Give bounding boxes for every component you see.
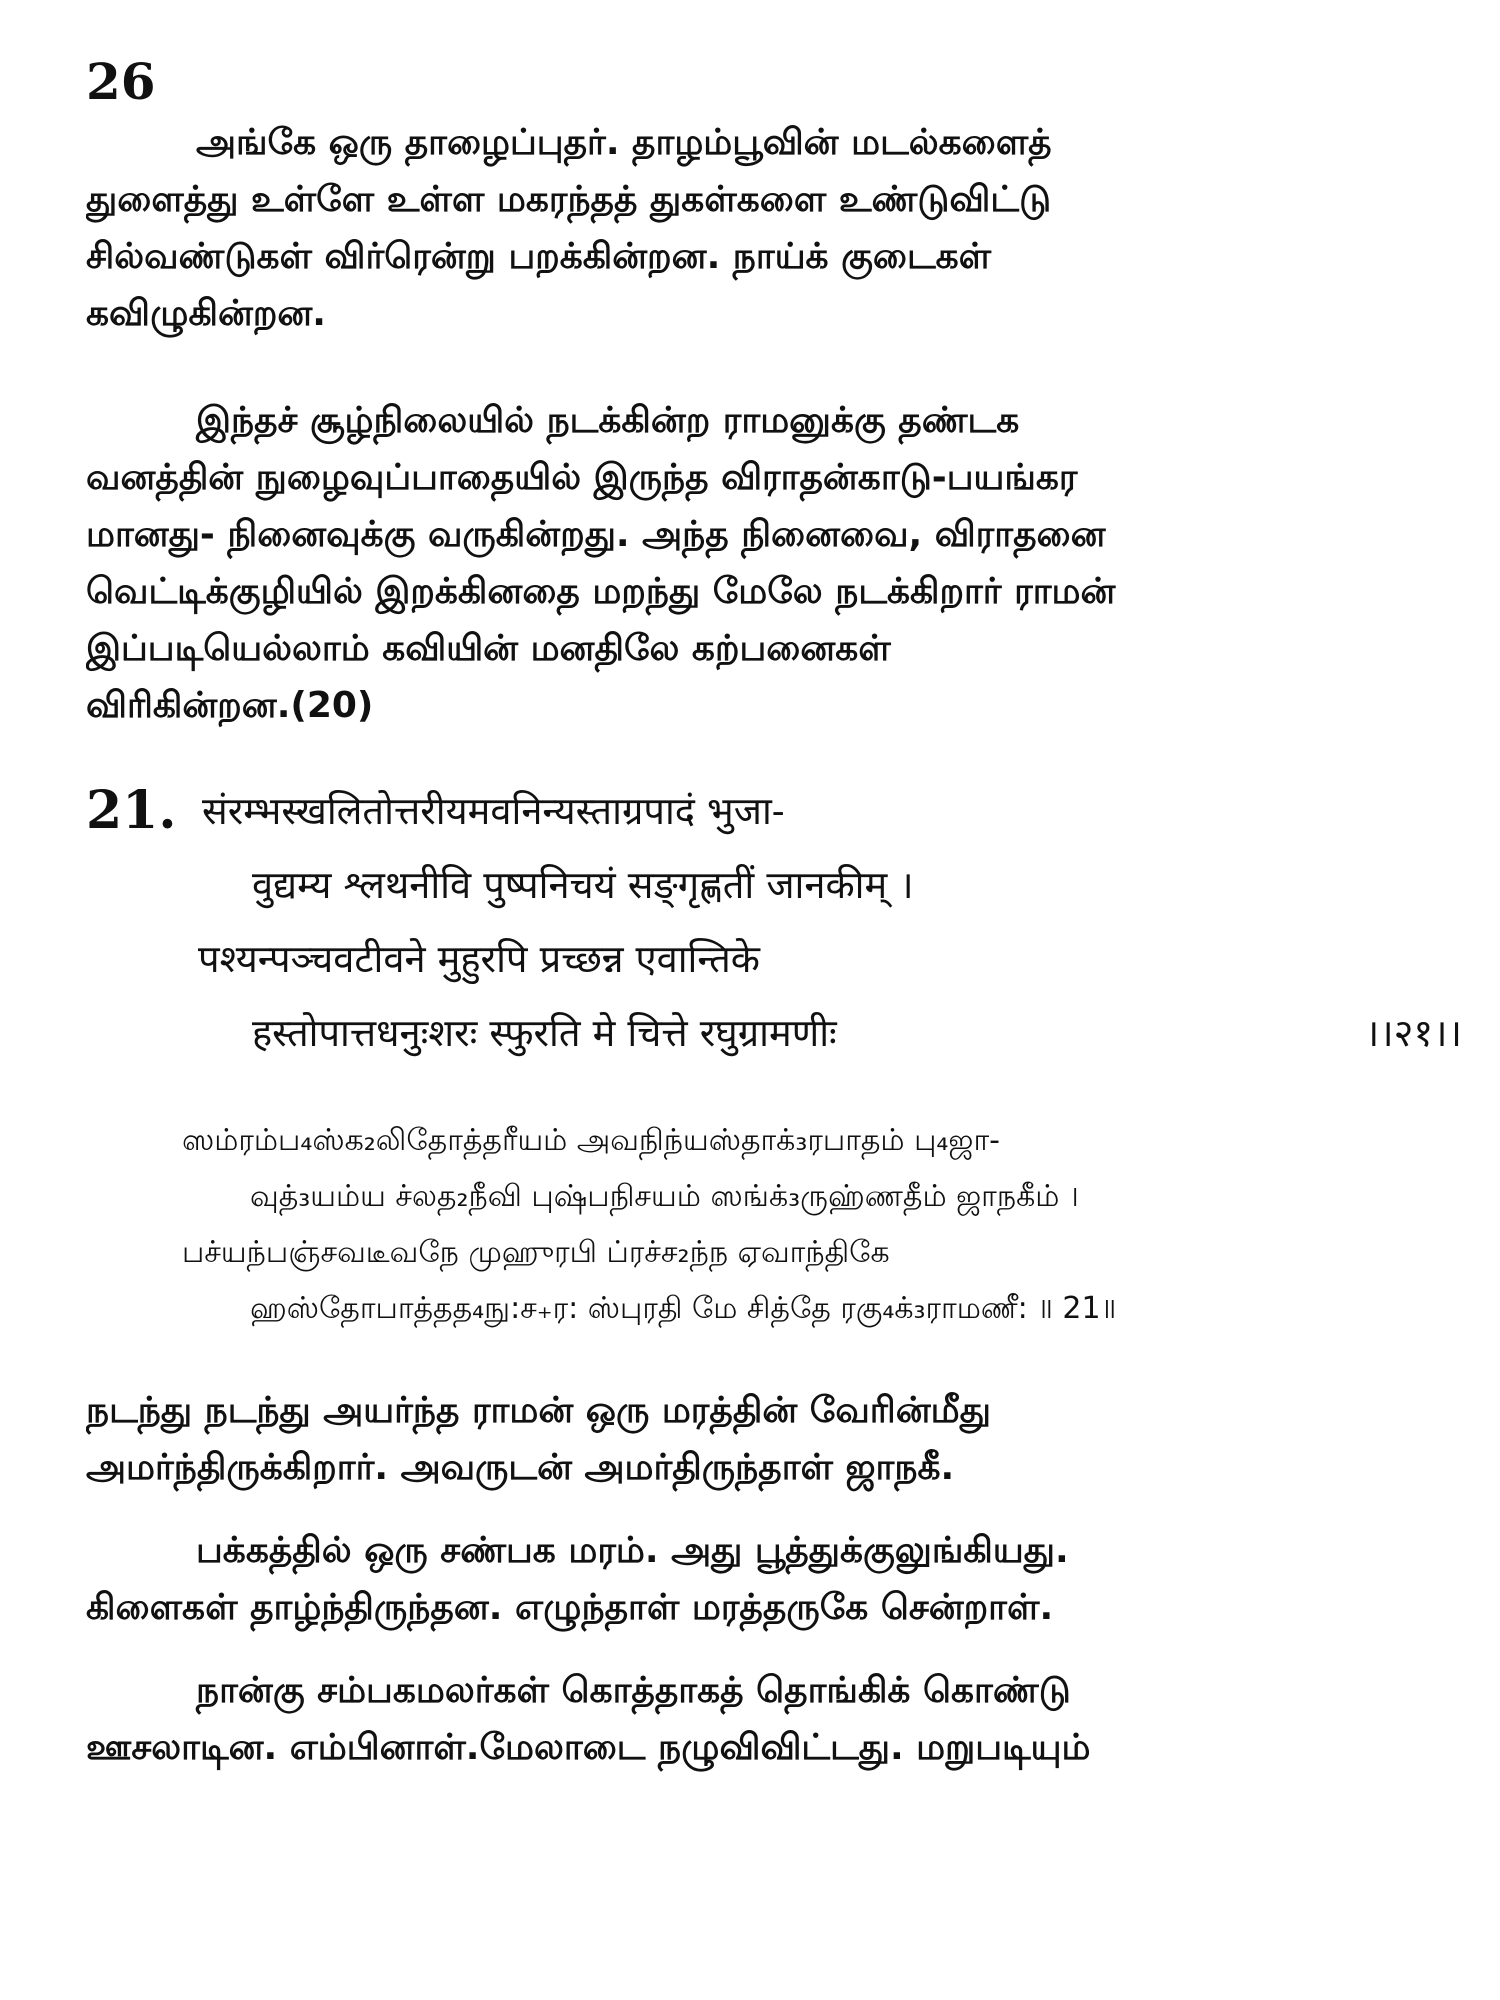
- text-line: வெட்டிக்குழியில் இறக்கினதை மறந்து மேலே நடக்கிறார் ராமன்: [86, 571, 1116, 612]
- tamil-transliteration: [86, 1116, 1482, 1348]
- text-line: நான்கு சம்பகமலர்கள் கொத்தாகத் தொங்கிக் கொண்டு: [196, 1670, 1071, 1711]
- transliteration-line: வுத்₃யம்ய ச்லத₂நீவி புஷ்பநிசயம் ஸங்க்₃ருஹ்ணதீம் ஜாநகீம் ।: [250, 1179, 1079, 1214]
- text-line: கிளைகள் தாழ்ந்திருந்தன. எழுந்தாள் மரத்தருகே சென்றாள்.: [86, 1587, 1054, 1628]
- paragraph-rama-rests: [86, 1382, 1482, 1496]
- text-line: கவிழுகின்றன.: [86, 293, 326, 334]
- text-line: விரிகின்றன.(20): [86, 685, 374, 726]
- text-line: வனத்தின் நுழைவுப்பாதையில் இருந்த விராதன்காடு-பயங்கர: [86, 457, 1078, 498]
- paragraph-champaka-tree: [86, 1522, 1482, 1636]
- verse-line: पश्यन्पञ्चवटीवने मुहुरपि प्रच्छन्न एवान्तिके: [198, 937, 760, 981]
- verse-line: संरम्भस्खलितोत्तरीयमवनिन्यस्ताग्रपादं भुजा-: [202, 789, 785, 833]
- paragraph-rama-memory: [86, 392, 1482, 734]
- sanskrit-verse: [86, 778, 1482, 1078]
- text-line: இந்தச் சூழ்நிலையில் நடக்கின்ற ராமனுக்கு தண்டக: [196, 400, 1020, 441]
- transliteration-line: பச்யந்பஞ்சவடீவநே முஹுரபி ப்ரச்ச₂ந்ந ஏவாந்திகே: [182, 1235, 890, 1270]
- transliteration-line: ஸம்ரம்ப₄ஸ்க₂லிதோத்தரீயம் அவநிந்யஸ்தாக்₃ரபாதம் பு₄ஜா-: [182, 1123, 1000, 1158]
- text-line: துளைத்து உள்ளே உள்ள மகரந்தத் துகள்களை உண்டுவிட்டு: [86, 179, 1052, 220]
- text-line: சில்வண்டுகள் விர்ரென்று பறக்கின்றன. நாய்க் குடைகள்: [86, 236, 992, 277]
- paragraph-thazhai-bush: [86, 114, 1482, 342]
- text-line: இப்படியெல்லாம் கவியின் மனதிலே கற்பனைகள்: [86, 628, 891, 669]
- verse-end-mark: ।।२१।।: [1364, 1011, 1462, 1055]
- page-number: 26: [86, 52, 156, 111]
- text-line: அமர்ந்திருக்கிறார். அவருடன் அமர்திருந்தாள் ஜாநகீ.: [86, 1447, 955, 1488]
- verse-line: वुद्यम्य श्लथनीवि पुष्पनिचयं सङ्गृह्णतीं जानकीम् ।: [252, 863, 914, 907]
- text-line: மானது- நினைவுக்கு வருகின்றது. அந்த நினைவை, விராதனை: [86, 514, 1106, 555]
- paragraph-flowers: [86, 1662, 1482, 1776]
- verse-number: 21.: [86, 780, 177, 841]
- text-line: ஊசலாடின. எம்பினாள்.மேலாடை நழுவிவிட்டது. மறுபடியும்: [86, 1727, 1091, 1768]
- verse-line: हस्तोपात्तधनुःशरः स्फुरति मे चित्ते रघुग्रामणीः: [252, 1011, 837, 1055]
- text-line: பக்கத்தில் ஒரு சண்பக மரம். அது பூத்துக்குலுங்கியது.: [196, 1530, 1069, 1571]
- transliteration-line: ஹஸ்தோபாத்தத₄நு:ச₊ர: ஸ்புரதி மே சித்தே ரகு₄க்₃ராமணீ: ॥ 21॥: [250, 1291, 1117, 1326]
- text-line: நடந்து நடந்து அயர்ந்த ராமன் ஒரு மரத்தின் வேரின்மீது: [86, 1390, 991, 1431]
- text-line: அங்கே ஒரு தாழைப்புதர். தாழம்பூவின் மடல்களைத்: [196, 122, 1052, 163]
